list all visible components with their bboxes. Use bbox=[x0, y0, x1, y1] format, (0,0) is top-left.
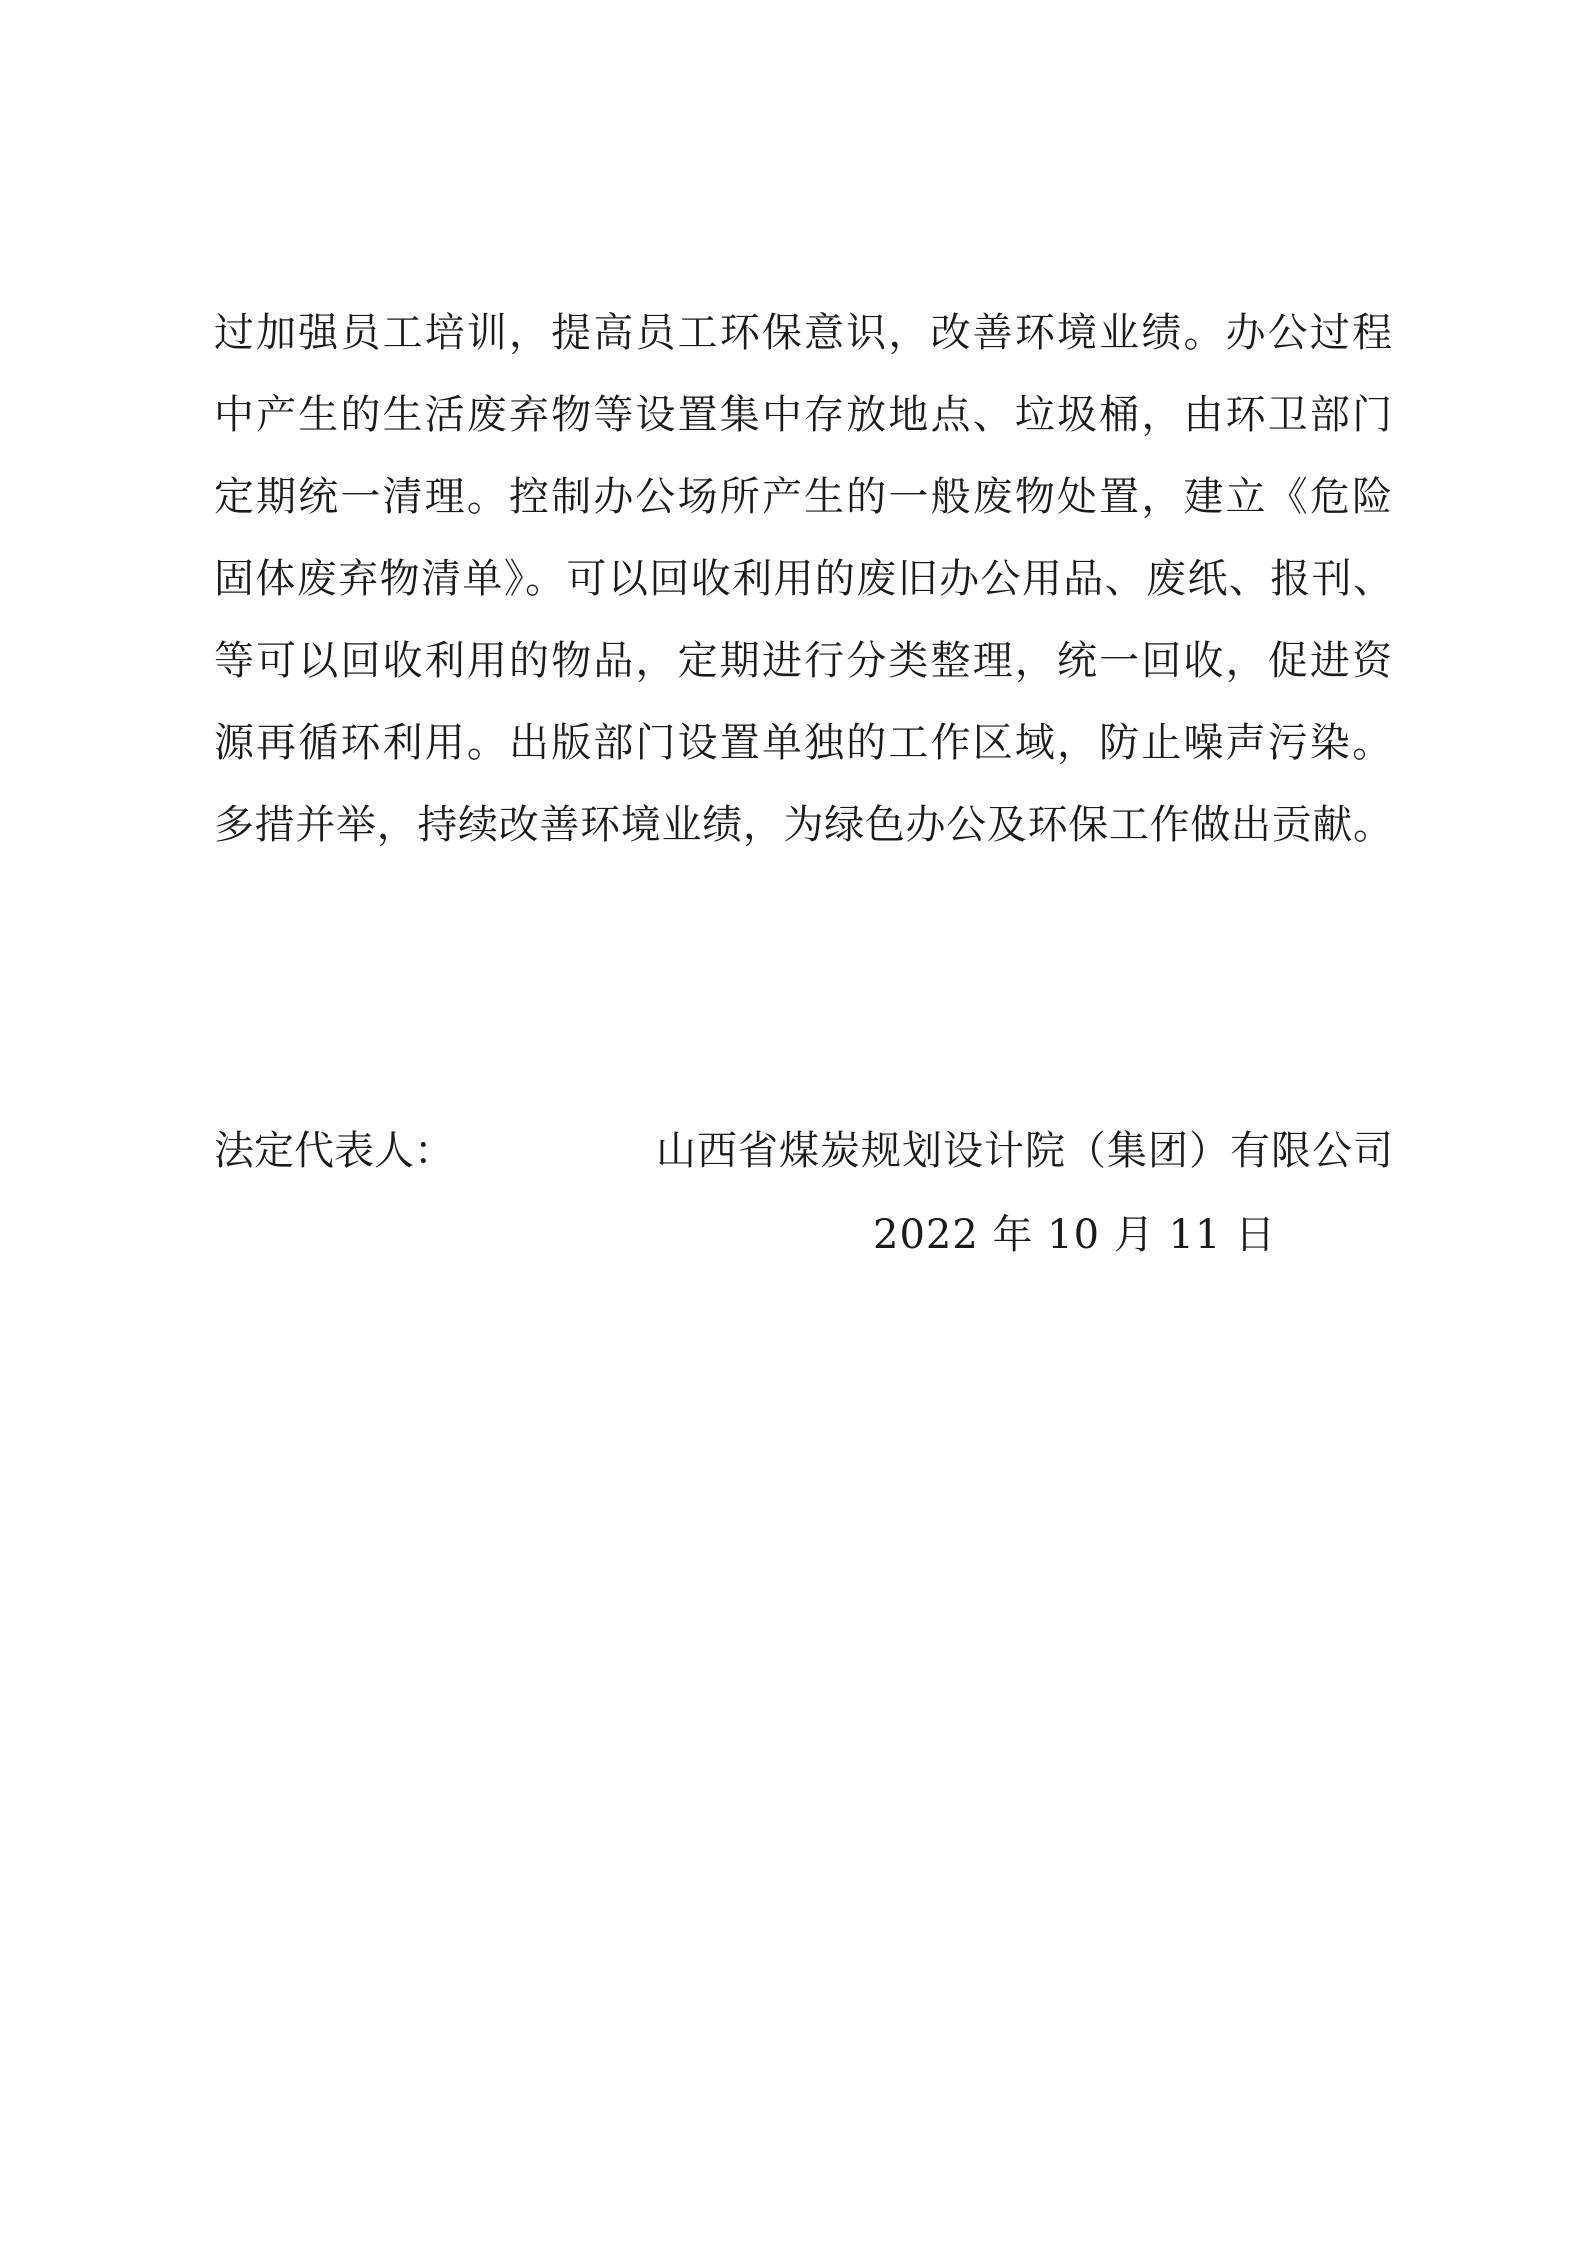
legal-representative-label: 法定代表人： bbox=[214, 1128, 454, 1174]
paragraph-line: 过加强员工培训，提高员工环保意识，改善环境业绩。办公过程 bbox=[214, 310, 1395, 356]
company-name: 山西省煤炭规划设计院（集团）有限公司 bbox=[656, 1128, 1394, 1174]
paragraph-line: 固体废弃物清单》。可以回收利用的废旧办公用品、废纸、报刊、 bbox=[214, 556, 1395, 602]
signature-block bbox=[214, 1118, 1394, 1188]
paragraph-line: 定期统一清理。控制办公场所产生的一般废物处置，建立《危险 bbox=[214, 474, 1395, 520]
body-paragraph bbox=[214, 300, 1394, 874]
document-date: 2022 年 10 月 11 日 bbox=[873, 1212, 1277, 1258]
paragraph-line: 多措并举，持续改善环境业绩，为绿色办公及环保工作做出贡献。 bbox=[214, 802, 1394, 848]
paragraph-line: 中产生的生活废弃物等设置集中存放地点、垃圾桶，由环卫部门 bbox=[214, 392, 1395, 438]
paragraph-line: 等可以回收利用的物品，定期进行分类整理，统一回收，促进资 bbox=[214, 638, 1395, 684]
paragraph-line: 源再循环利用。出版部门设置单独的工作区域，防止噪声污染。 bbox=[214, 720, 1395, 766]
